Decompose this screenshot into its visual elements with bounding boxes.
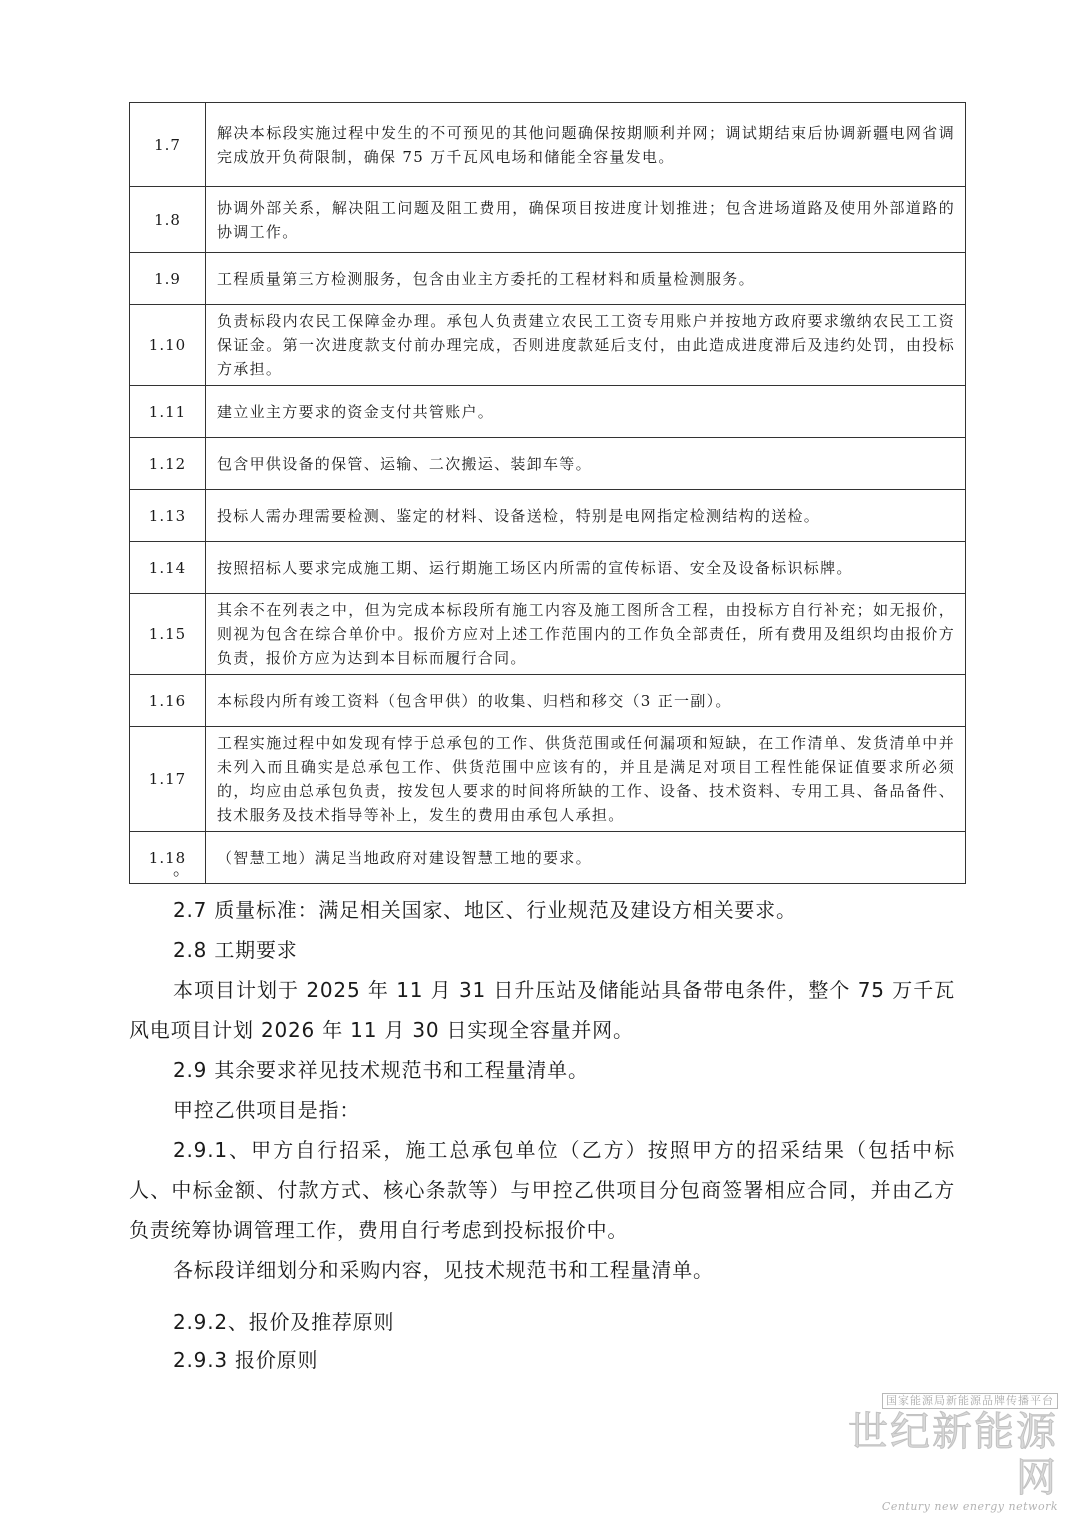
row-number: 1.9 — [130, 253, 206, 305]
row-description: 按照招标人要求完成施工期、运行期施工场区内所需的宣传标语、安全及设备标识标牌。 — [206, 542, 966, 594]
row-number: 1.11 — [130, 386, 206, 438]
table-row — [130, 253, 966, 305]
row-description: 工程质量第三方检测服务，包含由业主方委托的工程材料和质量检测服务。 — [206, 253, 966, 305]
row-number: 1.8 — [130, 187, 206, 253]
owner-controlled-intro: 甲控乙供项目是指： — [173, 1098, 361, 1122]
owner-controlled-paragraph: 2.9.1、甲方自行招采，施工总承包单位（乙方）按照甲方的招采结果（包括中标人、中标金额、付款方式、核心条款等）与甲控乙供项目分包商签署相应合同，并由乙方负责统筹协调管理工作，费用自行考虑到投标报价中。 — [129, 1138, 955, 1242]
section-division-note: 各标段详细划分和采购内容，见技术规范书和工程量清单。 — [173, 1258, 714, 1282]
body-text — [129, 890, 955, 1378]
quotation-recommendation-heading: 2.9.2、报价及推荐原则 — [173, 1310, 395, 1334]
table-row — [130, 103, 966, 187]
row-description: 负责标段内农民工保障金办理。承包人负责建立农民工工资专用账户并按地方政府要求缴纳农民工工资保证金。第一次进度款支付前办理完成，否则进度款延后支付，由此造成进度滞后及违约处罚，由投标方承担。 — [206, 305, 966, 386]
row-number: 1.17 — [130, 727, 206, 832]
row-description: 解决本标段实施过程中发生的不可预见的其他问题确保按期顺利并网；调试期结束后协调新疆电网省调完成放开负荷限制，确保 75 万千瓦风电场和储能全容量发电。 — [206, 103, 966, 187]
watermark-title: 世纪新能源网 — [848, 1409, 1058, 1501]
row-number: 1.13 — [130, 490, 206, 542]
row-number: 1.14 — [130, 542, 206, 594]
table-row — [130, 187, 966, 253]
table-row — [130, 594, 966, 675]
table-row — [130, 386, 966, 438]
row-description: （智慧工地）满足当地政府对建设智慧工地的要求。 — [206, 832, 966, 884]
table-trailing-mark: 。 — [173, 860, 190, 880]
quality-standard: 2.7 质量标准：满足相关国家、地区、行业规范及建设方相关要求。 — [173, 898, 797, 922]
row-number: 1.16 — [130, 675, 206, 727]
row-description: 建立业主方要求的资金支付共管账户。 — [206, 386, 966, 438]
row-description: 投标人需办理需要检测、鉴定的材料、设备送检，特别是电网指定检测结构的送检。 — [206, 490, 966, 542]
schedule-paragraph: 本项目计划于 2025 年 11 月 31 日升压站及储能站具备带电条件，整个 75 万千瓦风电项目计划 2026 年 11 月 30 日实现全容量并网。 — [129, 978, 955, 1042]
row-number: 1.10 — [130, 305, 206, 386]
row-number: 1.15 — [130, 594, 206, 675]
table-row — [130, 438, 966, 490]
row-description: 包含甲供设备的保管、运输、二次搬运、装卸车等。 — [206, 438, 966, 490]
watermark-logo — [828, 1389, 1058, 1513]
scope-table — [129, 102, 966, 884]
row-number: 1.12 — [130, 438, 206, 490]
schedule-heading: 2.8 工期要求 — [173, 938, 298, 962]
row-number: 1.18 — [130, 832, 206, 884]
watermark-tagline: 国家能源局新能源品牌传播平台 — [882, 1393, 1058, 1409]
table-row — [130, 675, 966, 727]
table-row — [130, 727, 966, 832]
row-description: 工程实施过程中如发现有悖于总承包的工作、供货范围或任何漏项和短缺，在工作清单、发货清单中并未列入而且确实是总承包工作、供货范围中应该有的，并且是满足对项目工程性能保证值要求所必须的，均应由总承包负责，按发包人要求的时间将所缺的工作、设备、技术资料、专用工具、备品备件、技术服务及技术指导等补上，发生的费用由承包人承担。 — [206, 727, 966, 832]
row-description: 本标段内所有竣工资料（包含甲供）的收集、归档和移交（3 正一副）。 — [206, 675, 966, 727]
table-row — [130, 490, 966, 542]
table-row — [130, 542, 966, 594]
watermark-subtitle: Century new energy network — [881, 1500, 1058, 1513]
quotation-principle-heading: 2.9.3 报价原则 — [173, 1348, 319, 1372]
row-description: 其余不在列表之中，但为完成本标段所有施工内容及施工图所含工程，由投标方自行补充；如无报价，则视为包含在综合单价中。报价方应对上述工作范围内的工作负全部责任，所有费用及组织均由报价方负责，报价方应为达到本目标而履行合同。 — [206, 594, 966, 675]
other-requirements: 2.9 其余要求祥见技术规范书和工程量清单。 — [173, 1058, 589, 1082]
table-row — [130, 305, 966, 386]
row-description: 协调外部关系，解决阻工问题及阻工费用，确保项目按进度计划推进；包含进场道路及使用外部道路的协调工作。 — [206, 187, 966, 253]
row-number: 1.7 — [130, 103, 206, 187]
table-row — [130, 832, 966, 884]
